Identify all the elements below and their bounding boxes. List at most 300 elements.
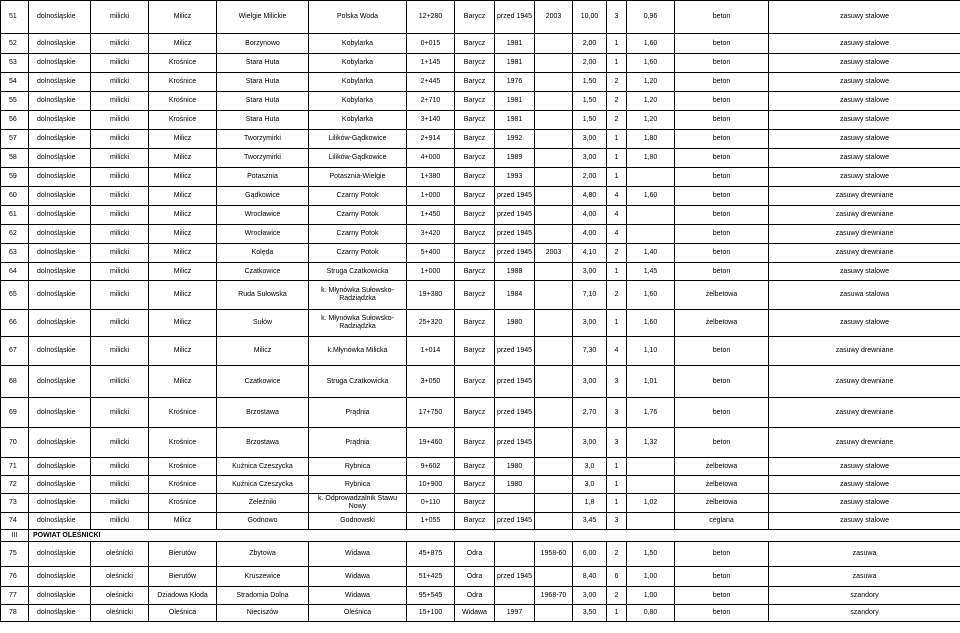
- cell-zam: zasuwy stalowe: [769, 130, 960, 149]
- cell-rok2: [535, 149, 573, 168]
- cell-km: 1+014: [407, 337, 455, 366]
- cell-sw: 1,60: [627, 54, 675, 73]
- cell-rz: k.Młynówka Milicka: [309, 337, 407, 366]
- cell-gm: Krośnice: [149, 398, 217, 428]
- cell-km: 15+100: [407, 605, 455, 622]
- cell-woj: dolnośląskie: [29, 567, 91, 587]
- cell-woj: dolnośląskie: [29, 513, 91, 530]
- cell-sw: 0,80: [627, 605, 675, 622]
- cell-msc: Wrocławice: [217, 225, 309, 244]
- cell-lp: 51: [1, 1, 29, 34]
- cell-woj: dolnośląskie: [29, 310, 91, 337]
- cell-rok: 1988: [495, 263, 535, 281]
- table-row: [1, 542, 960, 567]
- cell-woj: dolnośląskie: [29, 168, 91, 187]
- cell-dl: 3,00: [573, 587, 607, 605]
- cell-pow: milicki: [91, 513, 149, 530]
- cell-sw: 1,60: [627, 310, 675, 337]
- cell-dl: 1,50: [573, 92, 607, 111]
- cell-dl: 2,00: [573, 168, 607, 187]
- cell-dl: 4,10: [573, 244, 607, 263]
- cell-zl: Barycz: [455, 428, 495, 458]
- cell-ot: 1: [607, 54, 627, 73]
- cell-km: 0+110: [407, 494, 455, 513]
- cell-woj: dolnośląskie: [29, 187, 91, 206]
- cell-zl: Barycz: [455, 398, 495, 428]
- cell-zam: zasuwy stalowe: [769, 168, 960, 187]
- cell-pow: milicki: [91, 187, 149, 206]
- cell-sw: [627, 458, 675, 476]
- cell-rok2: [535, 187, 573, 206]
- cell-rz: Polska Woda: [309, 1, 407, 34]
- cell-woj: dolnośląskie: [29, 149, 91, 168]
- cell-gm: Krośnice: [149, 111, 217, 130]
- cell-rok2: [535, 263, 573, 281]
- cell-rok: 1984: [495, 281, 535, 310]
- table-row: [1, 73, 960, 92]
- cell-dl: 3,50: [573, 605, 607, 622]
- cell-sw: 1,60: [627, 34, 675, 54]
- cell-km: 19+380: [407, 281, 455, 310]
- cell-zam: zasuwy stalowe: [769, 494, 960, 513]
- cell-msc: Borzynowo: [217, 34, 309, 54]
- cell-gm: Krośnice: [149, 73, 217, 92]
- cell-lp: 68: [1, 366, 29, 398]
- cell-sw: [627, 206, 675, 225]
- cell-gm: Krośnice: [149, 458, 217, 476]
- cell-rok2: 1958-60: [535, 542, 573, 567]
- cell-zl: Barycz: [455, 149, 495, 168]
- cell-ustr: beton: [675, 366, 769, 398]
- cell-msc: Brzostawa: [217, 398, 309, 428]
- cell-ot: 2: [607, 281, 627, 310]
- cell-rz: Struga Czatkowicka: [309, 366, 407, 398]
- cell-km: 3+420: [407, 225, 455, 244]
- cell-pow: milicki: [91, 476, 149, 494]
- cell-ustr: beton: [675, 92, 769, 111]
- cell-km: 0+015: [407, 34, 455, 54]
- cell-zam: szandory: [769, 587, 960, 605]
- cell-ustr: beton: [675, 111, 769, 130]
- cell-lp: 54: [1, 73, 29, 92]
- cell-msc: Ruda Sułowska: [217, 281, 309, 310]
- table-row: [1, 476, 960, 494]
- cell-rok2: [535, 398, 573, 428]
- cell-ustr: beton: [675, 34, 769, 54]
- cell-rok: 1992: [495, 130, 535, 149]
- cell-sw: [627, 168, 675, 187]
- cell-rz: Czarny Potok: [309, 187, 407, 206]
- cell-zl: Barycz: [455, 366, 495, 398]
- cell-msc: Gądkowice: [217, 187, 309, 206]
- cell-msc: Nieciszów: [217, 605, 309, 622]
- cell-dl: 4,80: [573, 187, 607, 206]
- cell-rok: przed 1945: [495, 225, 535, 244]
- cell-zl: Barycz: [455, 34, 495, 54]
- cell-zam: zasuwy drewniane: [769, 366, 960, 398]
- cell-rz: Widawa: [309, 567, 407, 587]
- cell-rok2: [535, 111, 573, 130]
- cell-zl: Barycz: [455, 92, 495, 111]
- cell-lp: 56: [1, 111, 29, 130]
- cell-zl: Barycz: [455, 476, 495, 494]
- cell-lp: 67: [1, 337, 29, 366]
- cell-rz: Godnowski: [309, 513, 407, 530]
- cell-rz: k. Młynówka Sułowsko-Radziądzka: [309, 281, 407, 310]
- cell-rok: 1981: [495, 92, 535, 111]
- cell-ot: 4: [607, 187, 627, 206]
- cell-rok: przed 1945: [495, 187, 535, 206]
- cell-pow: milicki: [91, 225, 149, 244]
- cell-pow: oleśnicki: [91, 567, 149, 587]
- cell-pow: milicki: [91, 206, 149, 225]
- cell-lp: 75: [1, 542, 29, 567]
- cell-ot: 3: [607, 398, 627, 428]
- table-body: [1, 1, 960, 622]
- cell-dl: 8,40: [573, 567, 607, 587]
- cell-km: 3+140: [407, 111, 455, 130]
- cell-pow: milicki: [91, 54, 149, 73]
- cell-rok: przed 1945: [495, 337, 535, 366]
- cell-zl: Barycz: [455, 494, 495, 513]
- cell-zl: Barycz: [455, 206, 495, 225]
- cell-zam: zasuwy stalowe: [769, 92, 960, 111]
- cell-sw: 1,20: [627, 73, 675, 92]
- cell-ot: 1: [607, 458, 627, 476]
- cell-msc: Zbytowa: [217, 542, 309, 567]
- cell-zl: Barycz: [455, 130, 495, 149]
- cell-ot: 1: [607, 34, 627, 54]
- cell-dl: 4,00: [573, 206, 607, 225]
- cell-lp: 76: [1, 567, 29, 587]
- cell-ot: 1: [607, 130, 627, 149]
- cell-ot: 1: [607, 263, 627, 281]
- cell-rz: Prądnia: [309, 398, 407, 428]
- cell-rok2: [535, 337, 573, 366]
- cell-lp: 64: [1, 263, 29, 281]
- cell-rok: 1997: [495, 605, 535, 622]
- cell-pow: milicki: [91, 428, 149, 458]
- cell-zam: zasuwy drewniane: [769, 244, 960, 263]
- cell-rok2: [535, 494, 573, 513]
- cell-ustr: żelbetowa: [675, 476, 769, 494]
- cell-sw: 1,45: [627, 263, 675, 281]
- cell-rok2: 2003: [535, 244, 573, 263]
- cell-woj: dolnośląskie: [29, 476, 91, 494]
- cell-km: 95+545: [407, 587, 455, 605]
- table-row: [1, 398, 960, 428]
- cell-zam: zasuwy drewniane: [769, 428, 960, 458]
- section-row: [1, 530, 960, 542]
- cell-rok: [495, 542, 535, 567]
- cell-gm: Krośnice: [149, 92, 217, 111]
- cell-rok: 1980: [495, 476, 535, 494]
- cell-msc: Wielgie Milickie: [217, 1, 309, 34]
- cell-zam: zasuwy stalowe: [769, 476, 960, 494]
- cell-woj: dolnośląskie: [29, 337, 91, 366]
- cell-lp: 70: [1, 428, 29, 458]
- cell-ot: 1: [607, 605, 627, 622]
- cell-dl: 2,00: [573, 54, 607, 73]
- cell-gm: Milicz: [149, 1, 217, 34]
- cell-zam: zasuwy drewniane: [769, 337, 960, 366]
- cell-pow: milicki: [91, 398, 149, 428]
- cell-zl: Barycz: [455, 281, 495, 310]
- cell-ustr: żelbetowa: [675, 458, 769, 476]
- section-number: III: [1, 530, 29, 542]
- cell-rok: przed 1945: [495, 206, 535, 225]
- cell-ustr: beton: [675, 54, 769, 73]
- cell-msc: Żeleźniki: [217, 494, 309, 513]
- cell-sw: [627, 476, 675, 494]
- cell-lp: 61: [1, 206, 29, 225]
- cell-zl: Barycz: [455, 337, 495, 366]
- table-row: [1, 149, 960, 168]
- cell-woj: dolnośląskie: [29, 1, 91, 34]
- cell-rok: 1980: [495, 310, 535, 337]
- cell-gm: Milicz: [149, 149, 217, 168]
- cell-msc: Czatkowice: [217, 263, 309, 281]
- cell-dl: 7,30: [573, 337, 607, 366]
- cell-dl: 3,00: [573, 428, 607, 458]
- cell-zam: zasuwy stalowe: [769, 1, 960, 34]
- cell-lp: 60: [1, 187, 29, 206]
- cell-woj: dolnośląskie: [29, 54, 91, 73]
- cell-rz: k. Młynówka Sułowsko-Radziądzka: [309, 310, 407, 337]
- cell-sw: 1,20: [627, 92, 675, 111]
- cell-gm: Krośnice: [149, 54, 217, 73]
- cell-dl: 6,00: [573, 542, 607, 567]
- cell-ot: 2: [607, 542, 627, 567]
- cell-zam: zasuwy stalowe: [769, 458, 960, 476]
- cell-sw: [627, 225, 675, 244]
- cell-lp: 62: [1, 225, 29, 244]
- cell-ustr: beton: [675, 206, 769, 225]
- cell-ustr: żelbetowa: [675, 310, 769, 337]
- table-row: [1, 54, 960, 73]
- cell-zl: Barycz: [455, 225, 495, 244]
- cell-rok: 1981: [495, 54, 535, 73]
- cell-zam: zasuwy drewniane: [769, 398, 960, 428]
- cell-rok2: [535, 73, 573, 92]
- cell-km: 5+400: [407, 244, 455, 263]
- cell-woj: dolnośląskie: [29, 34, 91, 54]
- cell-woj: dolnośląskie: [29, 458, 91, 476]
- cell-zl: Odra: [455, 567, 495, 587]
- cell-gm: Krośnice: [149, 476, 217, 494]
- cell-woj: dolnośląskie: [29, 92, 91, 111]
- cell-woj: dolnośląskie: [29, 244, 91, 263]
- table-row: [1, 168, 960, 187]
- cell-lp: 52: [1, 34, 29, 54]
- table-row: [1, 605, 960, 622]
- cell-pow: milicki: [91, 111, 149, 130]
- cell-ot: 4: [607, 206, 627, 225]
- cell-gm: Milicz: [149, 310, 217, 337]
- cell-ot: 2: [607, 111, 627, 130]
- cell-rz: Kobylarka: [309, 73, 407, 92]
- cell-gm: Oleśnica: [149, 605, 217, 622]
- cell-zl: Barycz: [455, 513, 495, 530]
- cell-km: 10+900: [407, 476, 455, 494]
- cell-woj: dolnośląskie: [29, 366, 91, 398]
- cell-ustr: beton: [675, 244, 769, 263]
- table-row: [1, 428, 960, 458]
- cell-rz: Lilików-Gądkowice: [309, 149, 407, 168]
- cell-rz: Prądnia: [309, 428, 407, 458]
- cell-rok2: [535, 92, 573, 111]
- cell-woj: dolnośląskie: [29, 225, 91, 244]
- cell-sw: 1,00: [627, 587, 675, 605]
- cell-km: 1+380: [407, 168, 455, 187]
- cell-msc: Czatkowice: [217, 366, 309, 398]
- cell-rok: przed 1945: [495, 366, 535, 398]
- cell-km: 4+000: [407, 149, 455, 168]
- cell-dl: 3,00: [573, 263, 607, 281]
- cell-zam: zasuwy stalowe: [769, 310, 960, 337]
- cell-rok2: [535, 458, 573, 476]
- cell-dl: 1,50: [573, 111, 607, 130]
- cell-ustr: beton: [675, 587, 769, 605]
- cell-km: 1+000: [407, 263, 455, 281]
- cell-sw: 1,60: [627, 187, 675, 206]
- cell-ustr: beton: [675, 398, 769, 428]
- cell-zl: Barycz: [455, 73, 495, 92]
- table-row: [1, 244, 960, 263]
- cell-ustr: beton: [675, 130, 769, 149]
- cell-dl: 10,00: [573, 1, 607, 34]
- cell-km: 2+710: [407, 92, 455, 111]
- cell-zam: zasuwy stalowe: [769, 513, 960, 530]
- cell-sw: 1,76: [627, 398, 675, 428]
- cell-zam: zasuwy stalowe: [769, 263, 960, 281]
- cell-dl: 3,00: [573, 149, 607, 168]
- cell-km: 1+145: [407, 54, 455, 73]
- cell-dl: 3,00: [573, 366, 607, 398]
- cell-sw: 1,20: [627, 111, 675, 130]
- cell-msc: Kuźnica Czeszycka: [217, 476, 309, 494]
- cell-km: 1+450: [407, 206, 455, 225]
- cell-sw: 1,02: [627, 494, 675, 513]
- cell-ustr: ceglana: [675, 513, 769, 530]
- cell-pow: milicki: [91, 149, 149, 168]
- cell-ot: 1: [607, 149, 627, 168]
- cell-woj: dolnośląskie: [29, 542, 91, 567]
- cell-ustr: beton: [675, 1, 769, 34]
- cell-rz: Kobylarka: [309, 92, 407, 111]
- cell-zam: szandory: [769, 605, 960, 622]
- cell-ot: 2: [607, 73, 627, 92]
- cell-rok2: 2003: [535, 1, 573, 34]
- cell-zl: Barycz: [455, 310, 495, 337]
- cell-km: 25+320: [407, 310, 455, 337]
- cell-ot: 4: [607, 225, 627, 244]
- cell-km: 2+445: [407, 73, 455, 92]
- cell-rok2: [535, 605, 573, 622]
- cell-gm: Milicz: [149, 130, 217, 149]
- cell-km: 51+425: [407, 567, 455, 587]
- cell-msc: Wrocławice: [217, 206, 309, 225]
- cell-ustr: żelbetowa: [675, 494, 769, 513]
- cell-gm: Milicz: [149, 34, 217, 54]
- cell-sw: [627, 513, 675, 530]
- cell-pow: milicki: [91, 281, 149, 310]
- cell-rok: przed 1945: [495, 513, 535, 530]
- cell-km: 45+875: [407, 542, 455, 567]
- cell-ustr: beton: [675, 542, 769, 567]
- table-row: [1, 281, 960, 310]
- cell-rok2: [535, 476, 573, 494]
- cell-sw: 1,00: [627, 567, 675, 587]
- cell-rok: 1980: [495, 458, 535, 476]
- cell-dl: 1,50: [573, 73, 607, 92]
- cell-rok2: [535, 281, 573, 310]
- cell-ustr: beton: [675, 605, 769, 622]
- cell-pow: milicki: [91, 130, 149, 149]
- cell-sw: 1,80: [627, 130, 675, 149]
- cell-pow: milicki: [91, 458, 149, 476]
- cell-pow: oleśnicki: [91, 605, 149, 622]
- cell-msc: Kuźnica Czeszycka: [217, 458, 309, 476]
- cell-ot: 3: [607, 366, 627, 398]
- cell-ustr: beton: [675, 187, 769, 206]
- cell-ot: 3: [607, 513, 627, 530]
- cell-lp: 72: [1, 476, 29, 494]
- table-row: [1, 310, 960, 337]
- cell-rok: [495, 587, 535, 605]
- cell-rok2: [535, 206, 573, 225]
- cell-gm: Bierutów: [149, 567, 217, 587]
- cell-rok2: [535, 168, 573, 187]
- cell-sw: 1,40: [627, 244, 675, 263]
- cell-msc: Stara Huta: [217, 92, 309, 111]
- cell-rz: Widawa: [309, 587, 407, 605]
- cell-lp: 65: [1, 281, 29, 310]
- cell-pow: milicki: [91, 310, 149, 337]
- cell-gm: Milicz: [149, 337, 217, 366]
- cell-rok2: 1968-70: [535, 587, 573, 605]
- table-row: [1, 92, 960, 111]
- cell-rz: k. Odprowadzalnik Stawu Nowy: [309, 494, 407, 513]
- table-row: [1, 366, 960, 398]
- cell-rz: Rybnica: [309, 476, 407, 494]
- cell-zam: zasuwy stalowe: [769, 111, 960, 130]
- cell-gm: Dziadowa Kłoda: [149, 587, 217, 605]
- cell-pow: milicki: [91, 73, 149, 92]
- cell-sw: 1,60: [627, 281, 675, 310]
- cell-zam: zasuwy drewniane: [769, 187, 960, 206]
- cell-woj: dolnośląskie: [29, 428, 91, 458]
- cell-gm: Krośnice: [149, 494, 217, 513]
- cell-rz: Potasznia-Wielgie: [309, 168, 407, 187]
- cell-gm: Milicz: [149, 168, 217, 187]
- cell-ot: 1: [607, 168, 627, 187]
- table-row: [1, 187, 960, 206]
- cell-msc: Stradomia Dolna: [217, 587, 309, 605]
- cell-zl: Widawa: [455, 605, 495, 622]
- cell-rok: przed 1945: [495, 244, 535, 263]
- cell-ot: 3: [607, 1, 627, 34]
- cell-dl: 2,00: [573, 34, 607, 54]
- cell-gm: Milicz: [149, 366, 217, 398]
- cell-rok: 1981: [495, 111, 535, 130]
- cell-dl: 3,00: [573, 310, 607, 337]
- table-row: [1, 111, 960, 130]
- cell-zl: Barycz: [455, 1, 495, 34]
- cell-rok: przed 1945: [495, 428, 535, 458]
- cell-ot: 1: [607, 476, 627, 494]
- cell-pow: milicki: [91, 366, 149, 398]
